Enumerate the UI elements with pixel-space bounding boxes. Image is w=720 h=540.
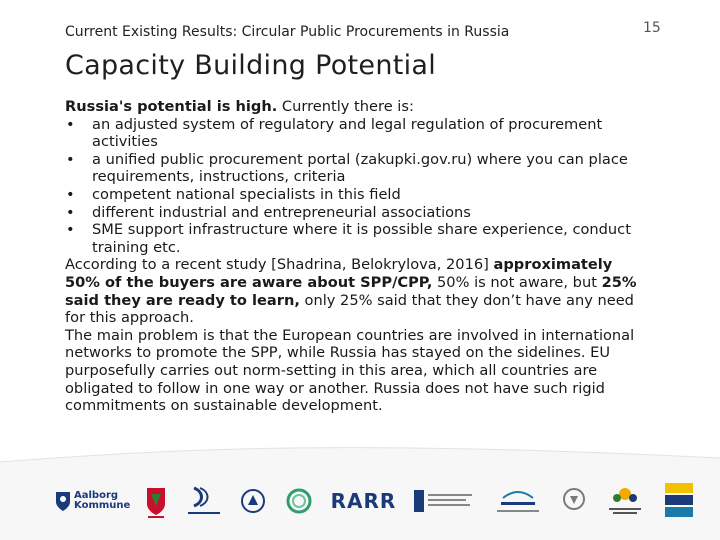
coat-of-arms-icon	[144, 484, 168, 518]
study-bold1: approximately 50% of the buyers are aware about SPP/CPP,	[65, 256, 613, 291]
ministry-icon	[414, 486, 474, 516]
bullet-item: • different industrial and entrepreneurial associations	[65, 204, 650, 222]
programme-logo	[663, 481, 695, 521]
university-wave-icon	[186, 484, 222, 518]
intro-paragraph	[65, 98, 650, 116]
seal-icon	[240, 488, 266, 514]
programme-icon	[663, 481, 695, 521]
university-seal-logo	[240, 488, 266, 514]
nyhc-logo	[493, 486, 543, 516]
problem-paragraph: The main problem is that the European countries are involved in international networks to promote the SPP, while Russia has stayed on the sidelines. EU purposefully carries out norm-setting in this area, which all countries are obligated to follow in one way or another. Russia does not have such rigid commitments on sustainable development.	[65, 326, 635, 415]
stars-icon	[605, 484, 645, 518]
page-number: 15	[643, 20, 661, 36]
rarr-logo-text: RARR	[330, 489, 397, 513]
green-circle-icon	[285, 487, 313, 515]
bullet-item: • SME support infrastructure where it is possible share experience, conduct training etc.	[65, 221, 650, 256]
intro-rest: Currently there is:	[277, 98, 414, 115]
aalborg-logo-text: Aalborg Kommune	[74, 490, 131, 511]
aalborg-logo	[55, 490, 131, 512]
bullet-item: • competent national specialists in this field	[65, 186, 650, 204]
nyhc-icon	[493, 486, 543, 516]
intro-bold: Russia's potential is high.	[65, 98, 278, 115]
coat-of-arms-logo	[144, 484, 168, 518]
slide-body	[65, 98, 650, 415]
bullet-list	[65, 116, 650, 257]
aalborg-crest-icon	[55, 490, 71, 512]
study-part1: According to a recent study [Shadrina, Belokrylova, 2016]	[65, 256, 494, 274]
study-bold2: 25% said they are ready to learn,	[65, 273, 637, 309]
bullet-item: • an adjusted system of regulatory and legal regulation of procurement activities	[65, 116, 650, 151]
emblem-icon	[561, 486, 587, 516]
study-part3: only 25% said that they don’t have any need for this approach.	[65, 291, 634, 327]
study-paragraph	[65, 256, 650, 326]
aalborg-university-logo	[186, 484, 222, 518]
rarr-logo	[331, 489, 397, 513]
emblem-logo	[561, 486, 587, 516]
stars-logo	[605, 484, 645, 518]
study-part2: 50% is not aware, but	[432, 273, 602, 291]
circle-logo	[285, 487, 313, 515]
ministry-logo	[414, 486, 474, 516]
partner-logos	[55, 480, 695, 522]
bullet-item: • a unified public procurement portal (zakupki.gov.ru) where you can place requirements, instructions, criteria	[65, 151, 650, 186]
slide-title: Capacity Building Potential	[65, 50, 437, 81]
slide-subtitle: Current Existing Results: Circular Public Procurements in Russia	[65, 24, 510, 40]
